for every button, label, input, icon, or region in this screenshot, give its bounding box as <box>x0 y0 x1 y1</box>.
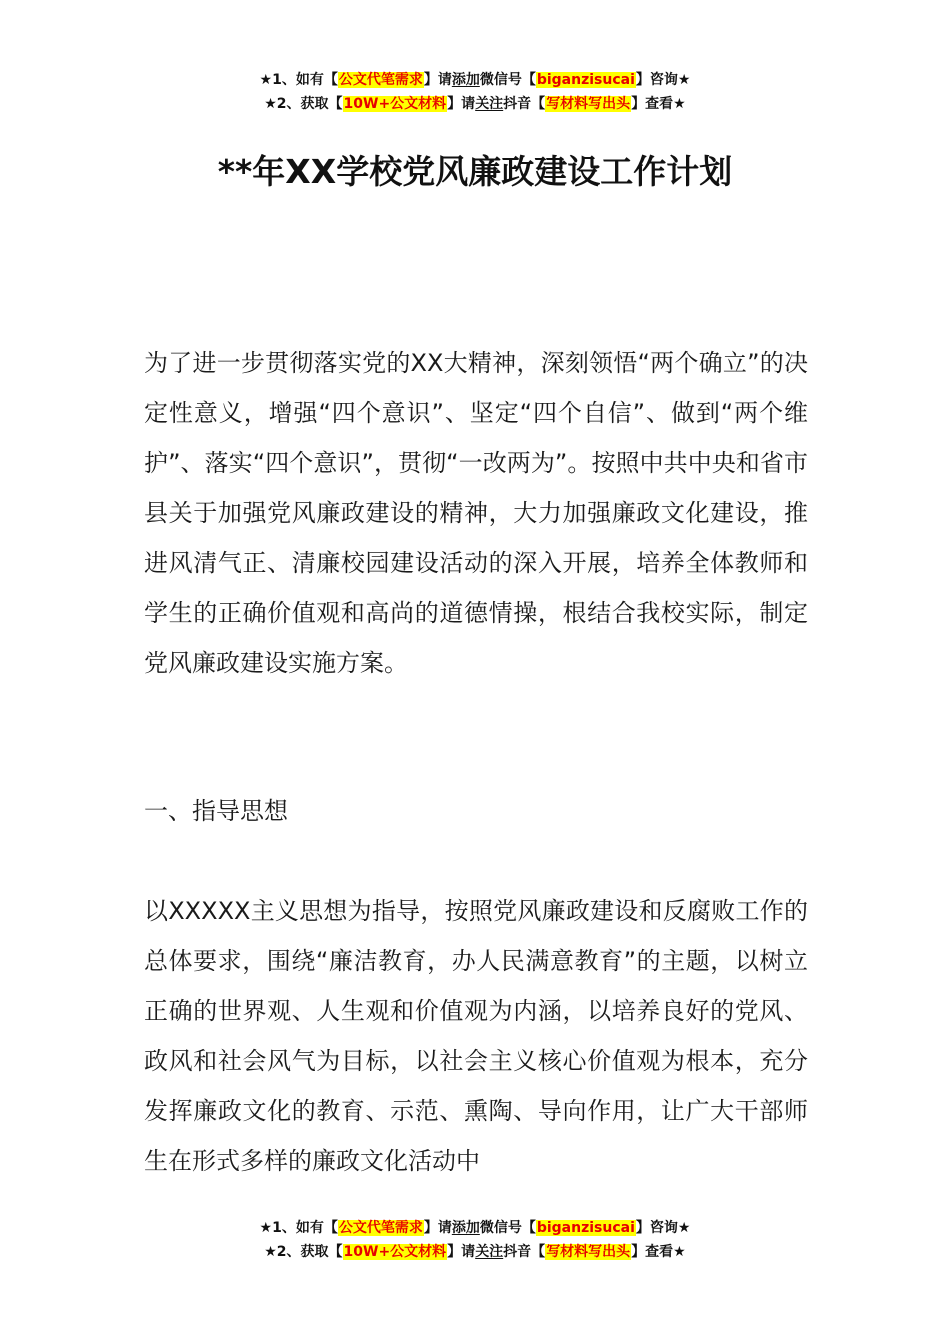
promo-text: 】请 <box>447 96 476 112</box>
promo-underlined-text: 添加 <box>451 1220 480 1236</box>
section-heading-block <box>144 786 808 836</box>
promo-highlight-service: 公文代笔需求 <box>338 1220 423 1236</box>
promo-text: 】查看★ <box>631 96 686 112</box>
intro-paragraph-block <box>144 338 808 688</box>
intro-paragraph: 为了进一步贯彻落实党的XX大精神，深刻领悟“两个确立”的决定性意义，增强“四个意识”、坚定“四个自信”、做到“两个维护”、落实“四个意识”，贯彻“一改两为”。按照中共中央和省市县关于加强党风廉政建设的精神，大力加强廉政文化建设，推进风清气正、清廉校园建设活动的深入开展，培养全体教师和学生的正确价值观和高尚的道德情操，根结合我校实际，制定党风廉政建设实施方案。 <box>144 349 808 677</box>
promo-text: 】请 <box>447 1244 476 1260</box>
section-body-paragraph: 以XXXXX主义思想为指导，按照党风廉政建设和反腐败工作的总体要求，围绕“廉洁教育，办人民满意教育”的主题，以树立正确的世界观、人生观和价值观为内涵，以培养良好的党风、政风和社会风气为目标，以社会主义核心价值观为根本，充分发挥廉政文化的教育、示范、熏陶、导向作用，让广大干部师生在形式多样的廉政文化活动中 <box>144 897 808 1175</box>
promo-line-1 <box>0 68 950 92</box>
promo-text: 】咨询★ <box>635 1220 691 1236</box>
promo-line-1 <box>0 1216 950 1240</box>
document-title: **年XX学校党风廉政建设工作计划 <box>217 152 733 191</box>
promo-text: 】请 <box>423 1220 452 1236</box>
section-heading: 一、指导思想 <box>144 797 288 825</box>
promo-text: ★2、获取【 <box>264 96 343 112</box>
promo-line-2 <box>0 92 950 116</box>
promo-highlight-service: 公文代笔需求 <box>338 72 423 88</box>
promo-text: 微信号【 <box>479 72 536 88</box>
promo-banner-top <box>0 68 950 116</box>
promo-highlight-wechat-id: biganzisucai <box>536 1220 635 1236</box>
promo-highlight-wechat-id: biganzisucai <box>536 72 635 88</box>
promo-text: 抖音【 <box>503 1244 546 1260</box>
promo-text: 】查看★ <box>631 1244 686 1260</box>
promo-highlight-materials: 10W+公文材料 <box>343 1244 447 1260</box>
promo-text: 抖音【 <box>503 96 546 112</box>
promo-text: ★1、如有【 <box>259 1220 338 1236</box>
promo-text: ★2、获取【 <box>264 1244 343 1260</box>
promo-highlight-douyin: 写材料写出头 <box>546 1244 631 1260</box>
section-body-block <box>144 886 808 1186</box>
promo-underlined-text: 关注 <box>475 96 504 112</box>
promo-line-2 <box>0 1240 950 1264</box>
promo-highlight-materials: 10W+公文材料 <box>343 96 447 112</box>
promo-highlight-douyin: 写材料写出头 <box>546 96 631 112</box>
promo-text: 微信号【 <box>479 1220 536 1236</box>
promo-text: 】请 <box>423 72 452 88</box>
promo-text: 】咨询★ <box>635 72 691 88</box>
promo-text: ★1、如有【 <box>259 72 338 88</box>
promo-banner-bottom <box>0 1216 950 1264</box>
promo-underlined-text: 添加 <box>451 72 480 88</box>
promo-underlined-text: 关注 <box>475 1244 504 1260</box>
